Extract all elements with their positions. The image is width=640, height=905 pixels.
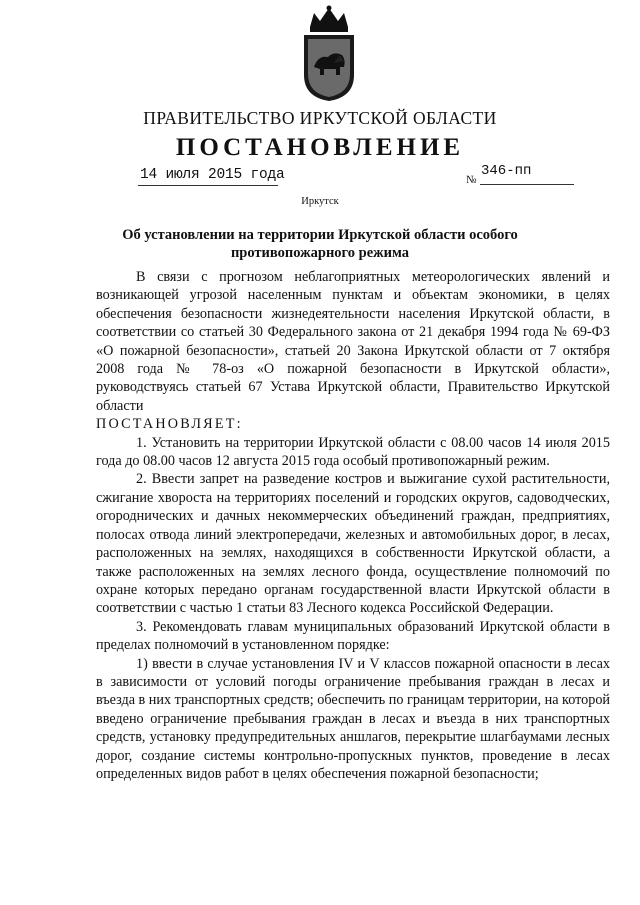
number-sign: № [466,174,477,186]
document-date: 14 июля 2015 года [140,167,285,183]
resolves-heading: ПОСТАНОВЛЯЕТ: [96,416,243,433]
government-name: ПРАВИТЕЛЬСТВО ИРКУТСКОЙ ОБЛАСТИ [143,108,497,128]
coat-of-arms-icon [300,5,358,103]
preamble-paragraph: В связи с прогнозом неблагоприятных метеорологических явлений и возникающей угрозой населенным пунктам и объектам экономики, в целях обеспечения безопасности жизнедеятельности населения Иркутской области, в соответствии со статьей 30 Федерального закона от 21 декабря 1994 года № 69-ФЗ «О пожарной безопасности», статьей 20 Закона Иркутской области от 7 октября 2008 года № 78-оз «О пожарной безопасности в Иркутской области», руководствуясь статьей 67 Устава Иркутской области, Правительство Иркутской области [96,269,610,414]
document-body [96,268,610,783]
item-1-paragraph: 1. Установить на территории Иркутской области с 08.00 часов 14 июля 2015 года до 08.00 часов 12 августа 2015 года особый противопожарный режим. [96,434,610,470]
item-3-paragraph: 3. Рекомендовать главам муниципальных образований Иркутской области в пределах полномочий в установленном порядке: [96,618,610,654]
document-title: Об установлении на территории Иркутской области особого противопожарного режима [122,227,518,261]
city-name: Иркутск [301,196,339,207]
item-2-paragraph: 2. Ввести запрет на разведение костров и выжигание сухой растительности, сжигание хвороста на территориях поселений и городских округов, садоводческих, огороднических и дачных некоммерческих объединений граждан, предприятиях, полосах отвода линий электропередачи, железных и автомобильных дорог, в лесах, расположенных на землях, находящихся в собственности Иркутской области, а также расположенных на землях лесного фонда, осуществление полномочий по охране которых передано органам государственной власти Иркутской области в соответствии с частью 1 статьи 83 Лесного кодекса Российской Федерации. [96,471,610,617]
number-underline [480,184,574,185]
date-underline [138,185,278,186]
document-number: 346-пп [481,163,532,179]
item-3-1-paragraph: 1) ввести в случае установления IV и V классов пожарной опасности в лесах в зависимости от условий погоды ограничение пребывания граждан в лесах и въезда в них транспортных средств; обеспечить по границам территории, на которой введено ограничение пребывания граждан в лесах и въезда в них транспортных средств, установку предупредительных аншлагов, перекрытие шлагбаумами лесных дорог, создание системы контрольно-пропускных пунктов, проведение в лесах определенных видов работ в целях обеспечения пожарной безопасности; [96,655,611,782]
document-type: ПОСТАНОВЛЕНИЕ [175,134,465,161]
